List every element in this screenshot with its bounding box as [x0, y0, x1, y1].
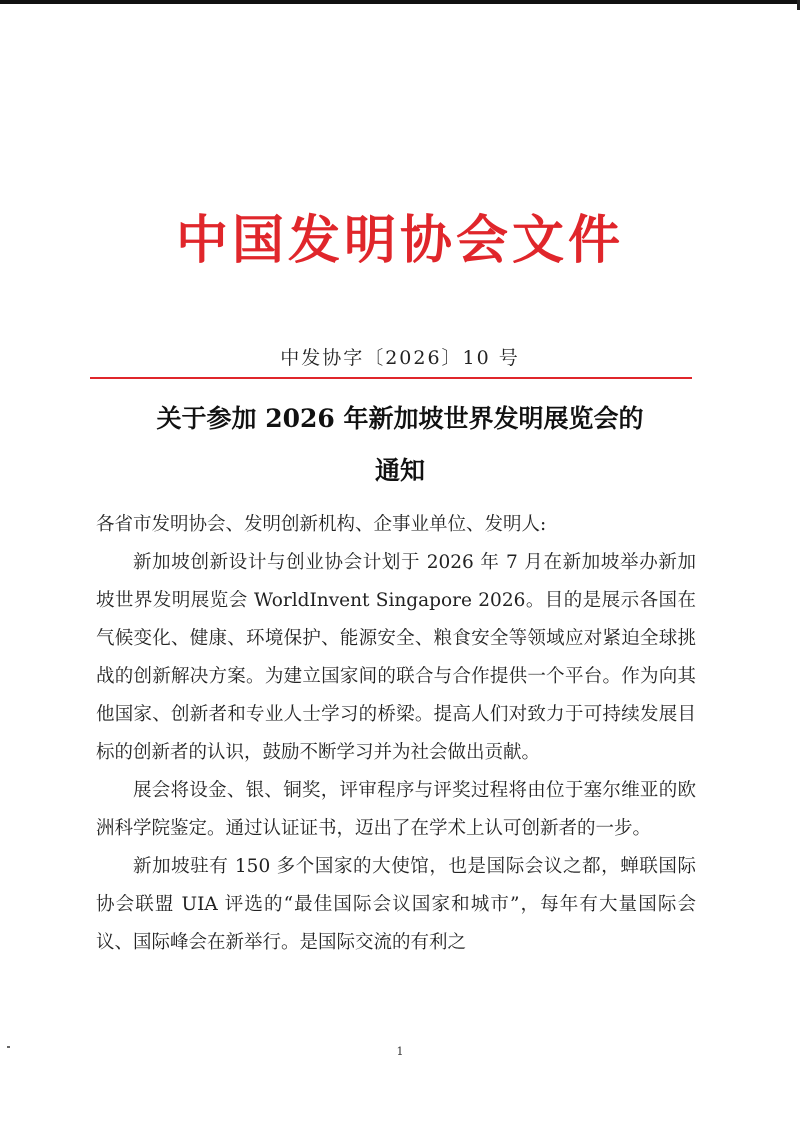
scan-top-edge: [0, 0, 800, 4]
document-header-title: 中国发明协会文件: [175, 210, 624, 271]
scan-speck: [7, 1046, 10, 1048]
document-number: 中发协字〔2026〕10 号: [280, 347, 520, 369]
body-paragraph-3: 新加坡驻有 150 多个国家的大使馆，也是国际会议之都，蝉联国际协会联盟 UIA 评选的“最佳国际会议国家和城市”，每年有大量国际会议、国际峰会在新举行。是国际交流的有利之: [96, 856, 696, 953]
salutation: 各省市发明协会、发明创新机构、企事业单位、发明人:: [96, 514, 547, 535]
notice-title-line-2: 通知: [374, 456, 425, 485]
body-paragraph-2: 展会将设金、银、铜奖，评审程序与评奖过程将由位于塞尔维亚的欧洲科学院鉴定。通过认证证书，迈出了在学术上认可创新者的一步。: [96, 780, 696, 839]
document-body: [96, 506, 696, 962]
body-paragraph-1: 新加坡创新设计与创业协会计划于 2026 年 7 月在新加坡举办新加坡世界发明展览会 WorldInvent Singapore 2026。目的是展示各国在气候变化、健康、环境保护、能源安全、粮食安全等领域应对紧迫全球挑战的创新解决方案。为建立国家间的联合与合作提供一个平台。作为向其他国家、创新者和专业人士学习的桥梁。提高人们对致力于可持续发展目标的创新者的认识，鼓励不断学习并为社会做出贡献。: [96, 552, 696, 763]
notice-title-line-1: 关于参加 2026 年新加坡世界发明展览会的: [156, 404, 644, 433]
red-divider-line: [90, 377, 692, 379]
notice-title: [0, 393, 800, 497]
page-number: 1: [396, 1045, 404, 1058]
